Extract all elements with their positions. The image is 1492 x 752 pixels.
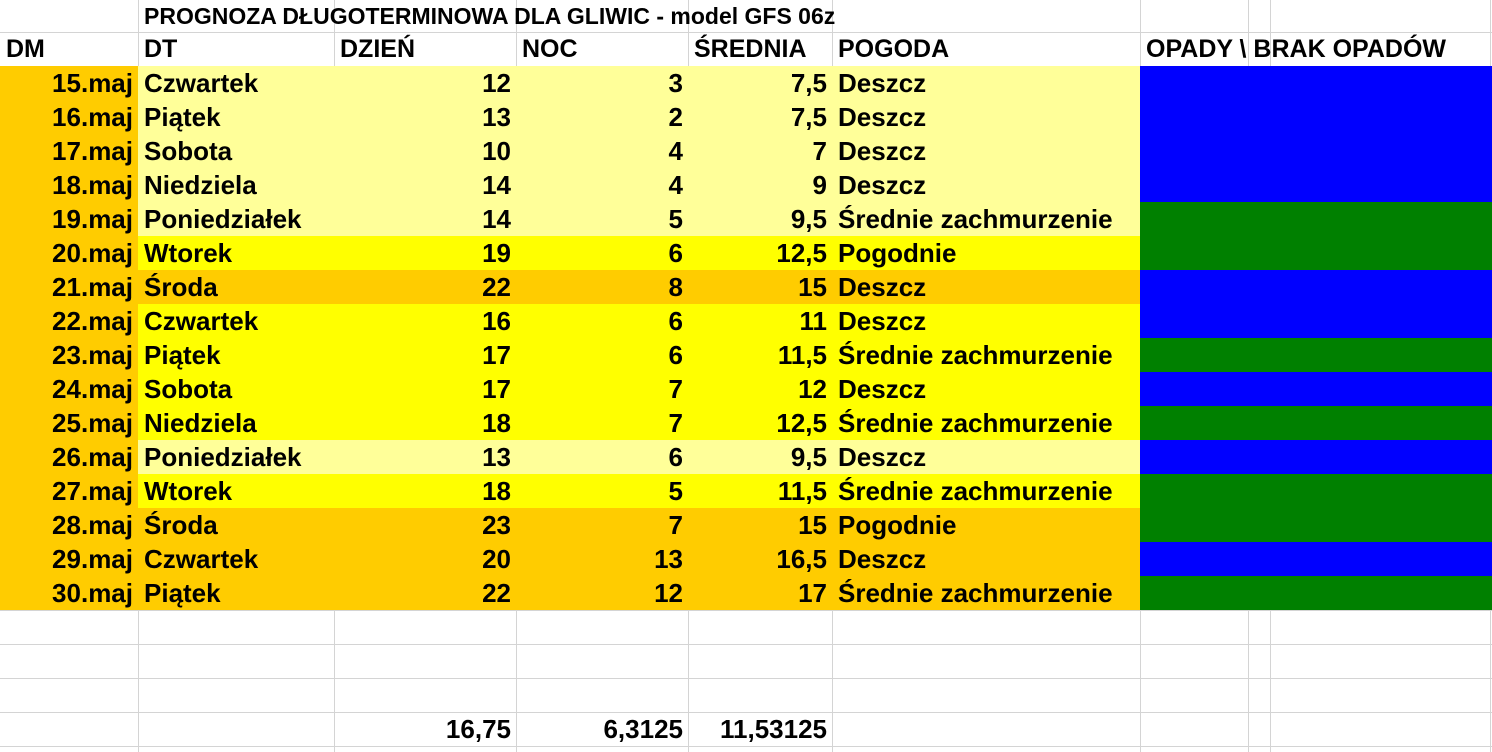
precipitation-indicator-cell[interactable] <box>1140 168 1492 202</box>
cell-pogoda[interactable]: Średnie zachmurzenie <box>832 338 1140 372</box>
precipitation-indicator-cell[interactable] <box>1140 100 1492 134</box>
cell-dt[interactable]: Czwartek <box>138 304 334 338</box>
cell-pogoda[interactable]: Średnie zachmurzenie <box>832 202 1140 236</box>
cell-noc[interactable]: 13 <box>516 542 688 576</box>
cell-dzien[interactable]: 18 <box>334 474 516 508</box>
cell-pogoda[interactable]: Średnie zachmurzenie <box>832 406 1140 440</box>
cell-dt[interactable]: Poniedziałek <box>138 202 334 236</box>
average-srednia[interactable]: 11,53125 <box>719 714 827 744</box>
cell-dm[interactable]: 27.maj <box>0 474 138 508</box>
cell-noc[interactable]: 6 <box>516 304 688 338</box>
header-opady[interactable]: OPADY \ BRAK OPADÓW <box>1146 35 1447 63</box>
cell-dt[interactable]: Piątek <box>138 576 334 610</box>
cell-dt[interactable]: Sobota <box>138 134 334 168</box>
table-row <box>0 576 1492 610</box>
cell-pogoda[interactable]: Deszcz <box>832 542 1140 576</box>
header-srednia[interactable]: ŚREDNIA <box>694 35 807 63</box>
cell-noc[interactable]: 5 <box>516 202 688 236</box>
cell-pogoda[interactable]: Deszcz <box>832 134 1140 168</box>
precipitation-indicator-cell[interactable] <box>1140 270 1492 304</box>
cell-srednia[interactable]: 9 <box>688 168 832 202</box>
cell-dzien[interactable]: 22 <box>334 576 516 610</box>
cell-noc[interactable]: 12 <box>516 576 688 610</box>
table-row <box>0 202 1492 236</box>
table-row <box>0 542 1492 576</box>
cell-pogoda[interactable]: Deszcz <box>832 168 1140 202</box>
cell-srednia[interactable]: 11,5 <box>688 474 832 508</box>
cell-srednia[interactable]: 11,5 <box>688 338 832 372</box>
precipitation-indicator-cell[interactable] <box>1140 440 1492 474</box>
cell-dt[interactable]: Sobota <box>138 372 334 406</box>
cell-dzien[interactable]: 16 <box>334 304 516 338</box>
cell-dm[interactable]: 19.maj <box>0 202 138 236</box>
cell-dzien[interactable]: 10 <box>334 134 516 168</box>
cell-pogoda[interactable]: Deszcz <box>832 372 1140 406</box>
cell-noc[interactable]: 3 <box>516 66 688 100</box>
cell-dzien[interactable]: 19 <box>334 236 516 270</box>
cell-dm[interactable]: 15.maj <box>0 66 138 100</box>
cell-dt[interactable]: Niedziela <box>138 406 334 440</box>
cell-dt[interactable]: Czwartek <box>138 542 334 576</box>
precipitation-indicator-cell[interactable] <box>1140 576 1492 610</box>
cell-dt[interactable]: Środa <box>138 270 334 304</box>
cell-dzien[interactable]: 13 <box>334 440 516 474</box>
cell-pogoda[interactable]: Średnie zachmurzenie <box>832 576 1140 610</box>
cell-srednia[interactable]: 12,5 <box>688 236 832 270</box>
cell-srednia[interactable]: 12,5 <box>688 406 832 440</box>
table-row <box>0 100 1492 134</box>
cell-dm[interactable]: 17.maj <box>0 134 138 168</box>
table-row <box>0 134 1492 168</box>
header-noc[interactable]: NOC <box>522 35 578 63</box>
precipitation-indicator-cell[interactable] <box>1140 338 1492 372</box>
cell-dzien[interactable]: 22 <box>334 270 516 304</box>
cell-srednia[interactable]: 9,5 <box>688 202 832 236</box>
cell-dm[interactable]: 24.maj <box>0 372 138 406</box>
cell-dm[interactable]: 28.maj <box>0 508 138 542</box>
cell-noc[interactable]: 6 <box>516 338 688 372</box>
cell-pogoda[interactable]: Pogodnie <box>832 508 1140 542</box>
cell-dm[interactable]: 29.maj <box>0 542 138 576</box>
table-row <box>0 168 1492 202</box>
cell-dm[interactable]: 25.maj <box>0 406 138 440</box>
cell-dm[interactable]: 23.maj <box>0 338 138 372</box>
cell-dzien[interactable]: 17 <box>334 372 516 406</box>
cell-srednia[interactable]: 17 <box>688 576 832 610</box>
cell-noc[interactable]: 2 <box>516 100 688 134</box>
sheet-title[interactable]: PROGNOZA DŁUGOTERMINOWA DLA GLIWIC - model GFS 06z <box>144 3 836 29</box>
cell-dzien[interactable]: 17 <box>334 338 516 372</box>
precipitation-indicator-cell[interactable] <box>1140 372 1492 406</box>
cell-dt[interactable]: Piątek <box>138 338 334 372</box>
cell-dm[interactable]: 18.maj <box>0 168 138 202</box>
cell-dt[interactable]: Wtorek <box>138 474 334 508</box>
cell-pogoda[interactable]: Deszcz <box>832 66 1140 100</box>
cell-dzien[interactable]: 13 <box>334 100 516 134</box>
cell-srednia[interactable]: 7,5 <box>688 66 832 100</box>
cell-pogoda[interactable]: Pogodnie <box>832 236 1140 270</box>
table-row <box>0 440 1492 474</box>
cell-noc[interactable]: 5 <box>516 474 688 508</box>
precipitation-indicator-cell[interactable] <box>1140 304 1492 338</box>
cell-dt[interactable]: Środa <box>138 508 334 542</box>
cell-pogoda[interactable]: Deszcz <box>832 440 1140 474</box>
header-dt[interactable]: DT <box>144 35 178 63</box>
precipitation-indicator-cell[interactable] <box>1140 66 1492 100</box>
cell-srednia[interactable]: 7,5 <box>688 100 832 134</box>
cell-dzien[interactable]: 12 <box>334 66 516 100</box>
gridline-horizontal <box>0 746 1492 747</box>
cell-noc[interactable]: 6 <box>516 236 688 270</box>
cell-dm[interactable]: 30.maj <box>0 576 138 610</box>
table-row <box>0 406 1492 440</box>
cell-dm[interactable]: 20.maj <box>0 236 138 270</box>
precipitation-indicator-cell[interactable] <box>1140 508 1492 542</box>
average-noc[interactable]: 6,3125 <box>603 714 683 744</box>
cell-pogoda[interactable]: Deszcz <box>832 100 1140 134</box>
precipitation-indicator-cell[interactable] <box>1140 134 1492 168</box>
table-row <box>0 236 1492 270</box>
cell-dt[interactable]: Czwartek <box>138 66 334 100</box>
cell-dm[interactable]: 26.maj <box>0 440 138 474</box>
precipitation-indicator-cell[interactable] <box>1140 202 1492 236</box>
table-row <box>0 66 1492 100</box>
cell-noc[interactable]: 7 <box>516 508 688 542</box>
cell-srednia[interactable]: 15 <box>688 508 832 542</box>
cell-dzien[interactable]: 14 <box>334 202 516 236</box>
header-pogoda[interactable]: POGODA <box>838 35 950 63</box>
cell-srednia[interactable]: 9,5 <box>688 440 832 474</box>
cell-pogoda[interactable]: Deszcz <box>832 304 1140 338</box>
cell-dm[interactable]: 21.maj <box>0 270 138 304</box>
gridline-horizontal <box>0 678 1492 679</box>
cell-noc[interactable]: 7 <box>516 406 688 440</box>
precipitation-indicator-cell[interactable] <box>1140 236 1492 270</box>
header-dm[interactable]: DM <box>6 35 45 63</box>
cell-srednia[interactable]: 11 <box>688 304 832 338</box>
cell-dzien[interactable]: 23 <box>334 508 516 542</box>
cell-srednia[interactable]: 15 <box>688 270 832 304</box>
precipitation-indicator-cell[interactable] <box>1140 542 1492 576</box>
cell-noc[interactable]: 4 <box>516 134 688 168</box>
cell-srednia[interactable]: 12 <box>688 372 832 406</box>
cell-srednia[interactable]: 7 <box>688 134 832 168</box>
cell-dzien[interactable]: 20 <box>334 542 516 576</box>
cell-noc[interactable]: 4 <box>516 168 688 202</box>
cell-dm[interactable]: 22.maj <box>0 304 138 338</box>
header-row <box>0 32 1492 66</box>
cell-dzien[interactable]: 18 <box>334 406 516 440</box>
table-row <box>0 508 1492 542</box>
cell-pogoda[interactable]: Deszcz <box>832 270 1140 304</box>
cell-dt[interactable]: Piątek <box>138 100 334 134</box>
header-dzien[interactable]: DZIEŃ <box>340 35 415 63</box>
cell-dt[interactable]: Niedziela <box>138 168 334 202</box>
average-dzien[interactable]: 16,75 <box>445 714 511 744</box>
table-row <box>0 304 1492 338</box>
table-row <box>0 372 1492 406</box>
precipitation-indicator-cell[interactable] <box>1140 406 1492 440</box>
cell-noc[interactable]: 8 <box>516 270 688 304</box>
cell-dt[interactable]: Wtorek <box>138 236 334 270</box>
cell-noc[interactable]: 6 <box>516 440 688 474</box>
cell-dzien[interactable]: 14 <box>334 168 516 202</box>
table-row <box>0 474 1492 508</box>
gridline-horizontal <box>0 644 1492 645</box>
table-row <box>0 270 1492 304</box>
gridline-horizontal <box>0 610 1492 611</box>
table-row <box>0 338 1492 372</box>
cell-dm[interactable]: 16.maj <box>0 100 138 134</box>
cell-dt[interactable]: Poniedziałek <box>138 440 334 474</box>
precipitation-indicator-cell[interactable] <box>1140 474 1492 508</box>
cell-pogoda[interactable]: Średnie zachmurzenie <box>832 474 1140 508</box>
cell-noc[interactable]: 7 <box>516 372 688 406</box>
cell-srednia[interactable]: 16,5 <box>688 542 832 576</box>
averages-row <box>0 712 1492 746</box>
